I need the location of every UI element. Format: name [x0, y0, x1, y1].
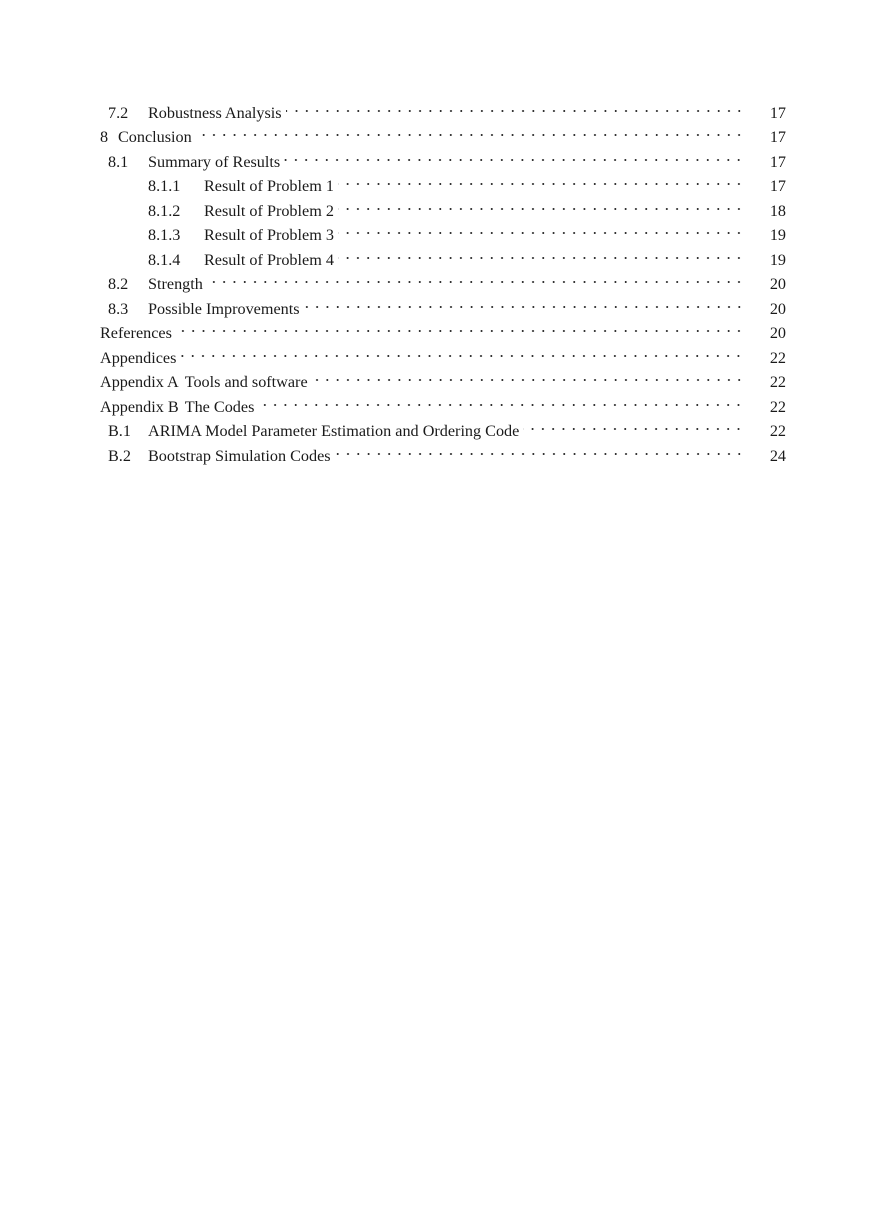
toc-entry-number: 8.1.1: [148, 177, 181, 195]
toc-dot-leader: [286, 93, 752, 118]
toc-entry-title: Result of Problem 3: [204, 223, 338, 248]
table-of-contents: [100, 93, 786, 465]
toc-entry-8-2[interactable]: [100, 265, 786, 293]
toc-entry-title: Robustness Analysis: [148, 101, 286, 126]
toc-entry-page: 24: [769, 446, 786, 465]
toc-entry-number: 8.2: [108, 275, 129, 293]
toc-entry-8-1-2[interactable]: [100, 191, 786, 220]
toc-entry-number: 8.3: [108, 299, 129, 318]
toc-entry-title: Tools and software: [185, 370, 312, 395]
toc-entry-title: References: [100, 321, 176, 346]
toc-entry-8-1[interactable]: [100, 142, 786, 171]
toc-entry-number: 8.1.4: [148, 250, 181, 269]
toc-entry-appendices[interactable]: [100, 338, 786, 367]
toc-entry-number: 8.1: [108, 152, 129, 171]
toc-entry-appendix-a[interactable]: [100, 363, 786, 391]
toc-dot-leader: [304, 289, 752, 314]
toc-entry-page: 22: [769, 348, 786, 367]
toc-entry-number: 8.1.3: [148, 226, 181, 244]
toc-entry-page: 22: [769, 397, 786, 416]
toc-entry-number: B.1: [108, 422, 131, 440]
toc-entry-title: Conclusion: [118, 125, 196, 150]
toc-entry-8-1-4[interactable]: [100, 240, 786, 269]
toc-entry-number: 8: [100, 128, 109, 146]
toc-entry-page: 19: [769, 226, 786, 244]
toc-entry-number: 7.2: [108, 103, 129, 122]
toc-entry-number: Appendix A: [100, 373, 179, 391]
toc-entry-page: 17: [769, 177, 786, 195]
toc-entry-page: 17: [769, 103, 786, 122]
toc-entry-number: 8.1.2: [148, 201, 181, 220]
toc-dot-leader: [258, 387, 752, 412]
toc-dot-leader: [338, 240, 752, 265]
toc-dot-leader: [523, 412, 752, 437]
toc-entry-title: Possible Improvements: [148, 297, 304, 322]
toc-entry-page: 22: [769, 373, 786, 391]
toc-dot-leader: [284, 142, 752, 167]
toc-entry-title: Summary of Results: [148, 150, 284, 175]
toc-entry-title: Bootstrap Simulation Codes: [148, 444, 335, 469]
toc-dot-leader: [338, 216, 752, 241]
toc-entry-title: Result of Problem 4: [204, 248, 338, 273]
toc-dot-leader: [312, 363, 752, 388]
toc-entry-page: 20: [769, 275, 786, 293]
toc-entry-8-1-3[interactable]: [100, 216, 786, 244]
toc-entry-title: Result of Problem 2: [204, 199, 338, 224]
toc-entry-page: 18: [769, 201, 786, 220]
toc-entry-title: Strength: [148, 272, 207, 297]
toc-entry-number: B.2: [108, 446, 131, 465]
toc-entry-title: Result of Problem 1: [204, 174, 338, 199]
toc-entry-number: Appendix B: [100, 397, 179, 416]
toc-dot-leader: [338, 191, 752, 216]
toc-entry-title: Appendices: [100, 346, 180, 371]
toc-entry-page: 19: [769, 250, 786, 269]
toc-entry-page: 20: [769, 299, 786, 318]
toc-entry-7-2[interactable]: [100, 93, 786, 122]
toc-entry-page: 20: [769, 324, 786, 342]
toc-entry-page: 22: [769, 422, 786, 440]
toc-entry-title: ARIMA Model Parameter Estimation and Ordering Code: [148, 419, 523, 444]
toc-dot-leader: [338, 167, 752, 192]
toc-dot-leader: [180, 338, 752, 363]
toc-entry-title: The Codes: [185, 395, 259, 420]
toc-entry-page: 17: [769, 152, 786, 171]
toc-entry-page: 17: [769, 128, 786, 146]
